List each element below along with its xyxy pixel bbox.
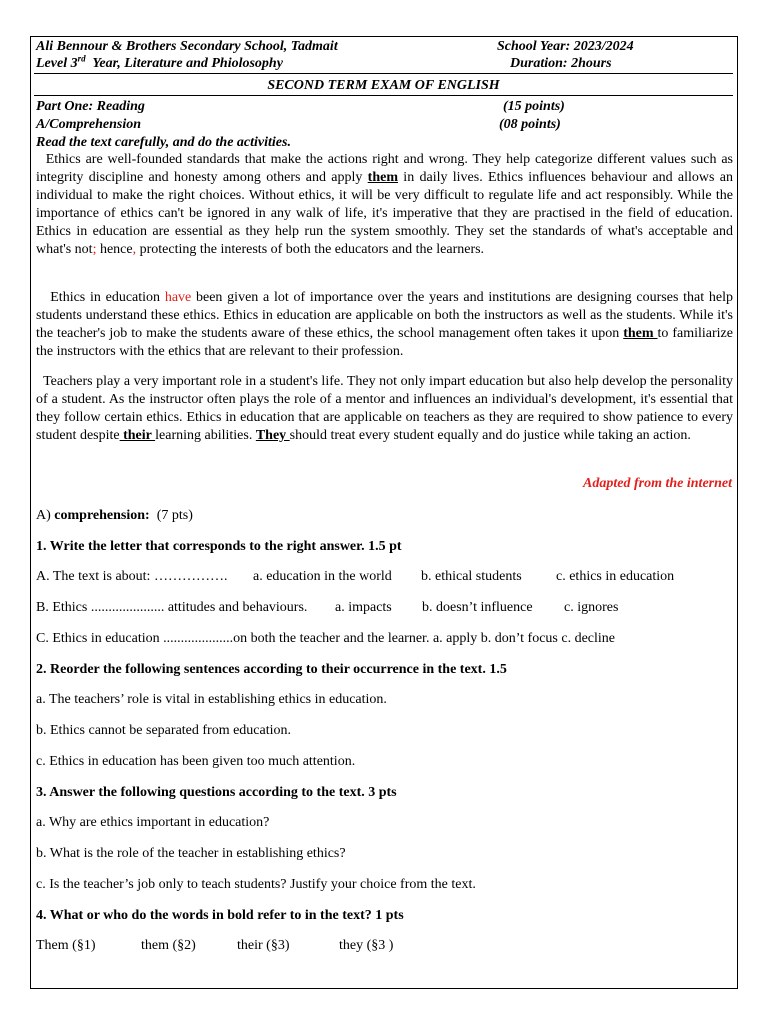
q1-title: 1. Write the letter that corresponds to the right answer. 1.5 pt bbox=[36, 539, 402, 554]
q2-item-c: c. Ethics in education has been given too much attention. bbox=[36, 754, 356, 769]
q1a-option-b: b. ethical students bbox=[421, 569, 522, 584]
p3-bold-they: They bbox=[255, 428, 290, 443]
comprehension-heading bbox=[36, 507, 193, 524]
q3-title: 3. Answer the following questions according to the text. 3 pts bbox=[36, 785, 397, 800]
p1-bold-them: them bbox=[367, 170, 398, 185]
level-superscript: rd bbox=[77, 53, 86, 64]
q1a-option-a: a. education in the world bbox=[253, 569, 392, 584]
q3-item-c: c. Is the teacher’s job only to teach students? Justify your choice from the text. bbox=[36, 877, 476, 892]
paragraph-2 bbox=[36, 289, 737, 361]
duration: Duration: 2hours bbox=[510, 56, 612, 71]
header-divider-top bbox=[34, 73, 733, 74]
section-name: A/Comprehension bbox=[36, 117, 142, 132]
comp-label: comprehension: bbox=[54, 508, 150, 523]
p3-text-b: learning abilities. bbox=[155, 428, 256, 443]
q4-ref-2: them (§2) bbox=[141, 938, 196, 953]
q2-item-a: a. The teachers’ role is vital in establishing ethics in education. bbox=[36, 692, 387, 707]
part-points: (15 points) bbox=[503, 99, 565, 114]
q1b-option-b: b. doesn’t influence bbox=[422, 600, 533, 615]
comp-prefix: A) bbox=[36, 508, 55, 523]
school-year: School Year: 2023/2024 bbox=[497, 39, 634, 54]
exam-title: SECOND TERM EXAM OF ENGLISH bbox=[267, 78, 500, 93]
p2-text-b: been given a lot of importance over the years and institutions are designing courses that help students understand these ethics. Ethics in education are applicable on both the instructors as well as the students. While it's the teacher's job to make the students aware of these ethics, the school management often takes it upon bbox=[36, 290, 737, 341]
header-divider-bottom bbox=[34, 95, 733, 96]
q1a-option-c: c. ethics in education bbox=[556, 569, 675, 584]
q3-item-b: b. What is the role of the teacher in establishing ethics? bbox=[36, 846, 346, 861]
q2-item-b: b. Ethics cannot be separated from education. bbox=[36, 723, 292, 738]
q1b-option-a: a. impacts bbox=[335, 600, 392, 615]
q3-item-a: a. Why are ethics important in education? bbox=[36, 815, 270, 830]
q4-ref-1: Them (§1) bbox=[36, 938, 96, 953]
p2-text-a: Ethics in education bbox=[36, 290, 165, 305]
p1-text-b: in daily lives. Ethics influences behaviour and allows an individual to make the right choices. Without ethics, it will be very difficult to regulate life and act responsibly. While the importance of ethics can't be ignored in any walk of life, it's imperative that they are practised in the field of education. Ethics in education are essential as they help run the system smoothly. They set the standards of what's acceptable and what's not bbox=[36, 170, 740, 257]
part-name: Part One: Reading bbox=[36, 99, 145, 114]
level-line bbox=[36, 55, 283, 72]
p1-red-semicolon: ; bbox=[92, 242, 97, 257]
source-credit: Adapted from the internet bbox=[583, 476, 732, 491]
q1b-stem: B. Ethics ..................... attitudes and behaviours. bbox=[36, 600, 308, 615]
section-points: (08 points) bbox=[499, 117, 561, 132]
p1-text-a: Ethics are well-founded standards that make the actions right and wrong. They help categorize different values such as integrity discipline and honesty among others and apply bbox=[36, 152, 737, 185]
p2-text-c: to familiarize the instructors with the ethics that are relevant to their profession. bbox=[36, 326, 737, 359]
q1c: C. Ethics in education ....................on both the teacher and the learner. a. apply b. don’t focus c. decline bbox=[36, 631, 616, 646]
q4-title: 4. What or who do the words in bold refer to in the text? 1 pts bbox=[36, 908, 404, 923]
p1-red-comma: , bbox=[132, 242, 137, 257]
p3-text-a: Teachers play a very important role in a student's life. They not only impart education but also help develop the personality of a student. As the instructor often plays the role of a mentor and influences an individual's development, it's essential that they follow certain ethics. Ethics in education that are applicable on teachers as they are required to show patience to every student despite bbox=[36, 374, 737, 443]
paragraph-1 bbox=[36, 151, 740, 259]
p1-text-c: hence bbox=[96, 242, 133, 257]
school-name: Ali Bennour & Brothers Secondary School, Tadmait bbox=[36, 39, 338, 54]
instruction: Read the text carefully, and do the activities. bbox=[36, 135, 291, 150]
q1b-option-c: c. ignores bbox=[564, 600, 619, 615]
p2-bold-them: them bbox=[623, 326, 658, 341]
comp-points: (7 pts) bbox=[149, 508, 193, 523]
q2-title: 2. Reorder the following sentences according to their occurrence in the text. 1.5 bbox=[36, 662, 507, 677]
level-prefix: Level 3 bbox=[36, 56, 78, 71]
p3-bold-their: their bbox=[119, 428, 156, 443]
paragraph-3 bbox=[36, 373, 737, 445]
q4-ref-4: they (§3 ) bbox=[339, 938, 394, 953]
p2-red-have: have bbox=[164, 290, 192, 305]
p3-text-c: should treat every student equally and do justice while taking an action. bbox=[289, 428, 691, 443]
q4-ref-3: their (§3) bbox=[237, 938, 290, 953]
q1a-stem: A. The text is about: ……………. bbox=[36, 569, 228, 584]
level-suffix: Year, Literature and Phiolosophy bbox=[85, 56, 283, 71]
p1-text-d: protecting the interests of both the educators and the learners. bbox=[136, 242, 485, 257]
